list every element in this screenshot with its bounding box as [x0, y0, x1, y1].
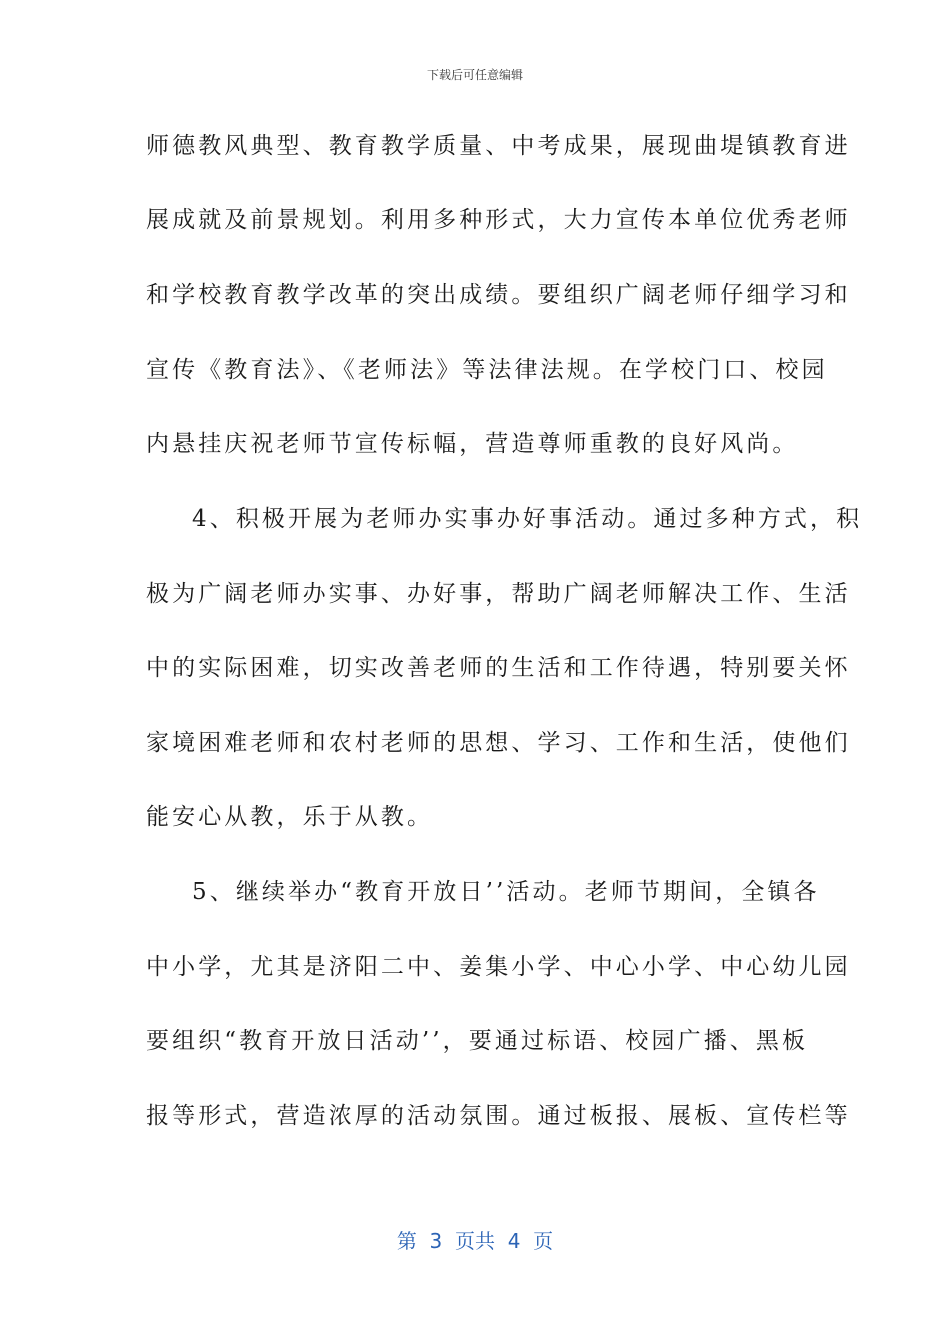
page-header: 下载后可任意编辑 — [426, 68, 523, 82]
body-line: 师德教风典型、教育教学质量、中考成果，展现曲堤镇教育进 — [146, 133, 851, 159]
body-line: 展成就及前景规划。利用多种形式，大力宣传本单位优秀老师 — [146, 207, 851, 233]
paragraph-5-first-line: 5、继续举办“教育开放日’’活动。老师节期间，全镇各 — [192, 879, 820, 905]
body-line: 和学校教育教学改革的突出成绩。要组织广阔老师仔细学习和 — [146, 282, 851, 308]
paragraph-4-first-line: 4、积极开展为老师办实事办好事活动。通过多种方式，积 — [192, 506, 863, 532]
body-line: 中的实际困难，切实改善老师的生活和工作待遇，特别要关怀 — [146, 655, 851, 681]
body-line: 家境困难老师和农村老师的思想、学习、工作和生活，使他们 — [146, 730, 851, 756]
body-line: 报等形式，营造浓厚的活动氛围。通过板报、展板、宣传栏等 — [146, 1103, 851, 1129]
body-line: 极为广阔老师办实事、办好事，帮助广阔老师解决工作、生活 — [146, 581, 851, 607]
body-line: 要组织“教育开放日活动’’，要通过标语、校园广播、黑板 — [146, 1028, 809, 1054]
body-line: 内悬挂庆祝老师节宣传标幅，营造尊师重教的良好风尚。 — [146, 431, 799, 457]
body-line: 中小学，尤其是济阳二中、姜集小学、中心小学、中心幼儿园 — [146, 954, 851, 980]
page-number-footer: 第 3 页共 4 页 — [396, 1229, 554, 1253]
body-line: 能安心从教，乐于从教。 — [146, 804, 434, 830]
body-line: 宣传《教育法》、《老师法》等法律法规。在学校门口、校园 — [146, 357, 828, 383]
